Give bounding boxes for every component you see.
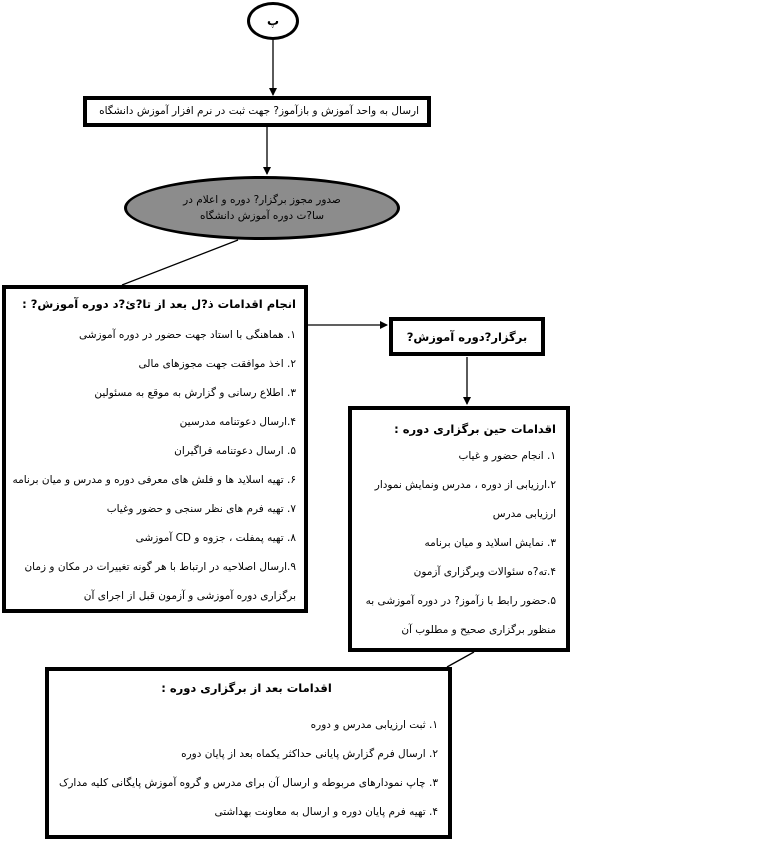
during-actions-list (358, 442, 556, 645)
during-actions-title: اقدامات حین برگزاری دوره : (394, 422, 556, 436)
during-actions-box (348, 406, 570, 652)
during-item-5-continued: منظور برگزاری صحیح و مطلوب آن (401, 624, 556, 636)
before-item-8: ۸. تهیه پمفلت ، جزوه و CD آموزشی (135, 532, 296, 544)
step-submit-text: ارسال به واحد آموزش و بازآموز? جهت ثبت در نرم افزار آموزش دانشگاه (99, 105, 419, 117)
arrow-during-to-after (447, 652, 474, 667)
before-actions-list (12, 321, 296, 611)
after-item-4: ۴. تهیه فرم پایان دوره و ارسال به معاونت بهداشتی (214, 806, 438, 818)
after-item-3: ۳. چاپ نمودارهای مربوطه و ارسال آن برای مدرس و گروه آموزش پایگانی کلیه مدارک (58, 777, 438, 789)
start-label: پ (266, 14, 280, 28)
after-item-2: ۲. ارسال فرم گزارش پایانی حداکثر یکماه بعد از پایان دوره (181, 748, 438, 760)
before-item-7: ۷. تهیه فرم های نظر سنجی و حضور وغیاب (106, 503, 296, 515)
before-actions-title: انجام اقدامات ذ?ل بعد از تا?ئ?د دوره آموزش? : (22, 297, 296, 311)
after-item-1: ۱. ثبت ارزیابی مدرس و دوره (310, 719, 438, 731)
before-item-6: ۶. تهیه اسلاید ها و فلش های معرفی دوره و مدرس و میان برنامه (12, 474, 296, 486)
before-item-2: ۲. اخذ موافقت جهت مجوزهای مالی (138, 358, 296, 370)
before-item-9-continued: برگزاری دوره آموزشی و آزمون قبل از اجرای آن (83, 590, 296, 602)
step-permit-line-1: صدور مجوز برگزار? دوره و اعلام در (183, 194, 341, 206)
step-submit-box (83, 96, 431, 127)
during-item-3: ۳. نمایش اسلاید و میان برنامه (424, 537, 556, 549)
during-item-2: ۲.ارزیابی از دوره ، مدرس ونمایش نمودار (374, 479, 556, 491)
during-item-4: ۴.ته?ه سئوالات وبرگزاری آزمون (413, 566, 556, 578)
before-actions-box (2, 285, 308, 613)
before-item-3: ۳. اطلاع رسانی و گزارش به موقع به مسئولین (94, 387, 296, 399)
during-item-1: ۱. انجام حضور و غیاب (458, 450, 556, 462)
after-actions-title: اقدامات بعد از برگزاری دوره : (161, 681, 332, 695)
before-item-1: ۱. هماهنگی با استاد جهت حضور در دوره آموزشی (78, 329, 296, 341)
during-item-2-continued: ارزیابی مدرس (492, 508, 556, 520)
hold-course-box (389, 317, 545, 356)
hold-course-text: برگزار?دوره آموزش? (406, 329, 528, 344)
after-actions-list (55, 711, 438, 827)
start-connector (247, 2, 299, 40)
before-item-9: ۹.ارسال اصلاحیه در ارتباط با هر گونه تغییرات در مکان و زمان (24, 561, 296, 573)
before-item-4: ۴.ارسال دعوتنامه مدرسین (179, 416, 296, 428)
step-permit-line-2: سا?ت دوره آموزش دانشگاه (199, 210, 325, 222)
after-actions-box (45, 667, 452, 839)
step-permit-ellipse (124, 176, 400, 240)
before-item-5: ۵. ارسال دعوتنامه فراگیران (174, 445, 296, 457)
arrow-step2-to-before (122, 240, 238, 285)
during-item-5: ۵.حضور رابط با زآموز? در دوره آموزشی به (365, 595, 556, 607)
